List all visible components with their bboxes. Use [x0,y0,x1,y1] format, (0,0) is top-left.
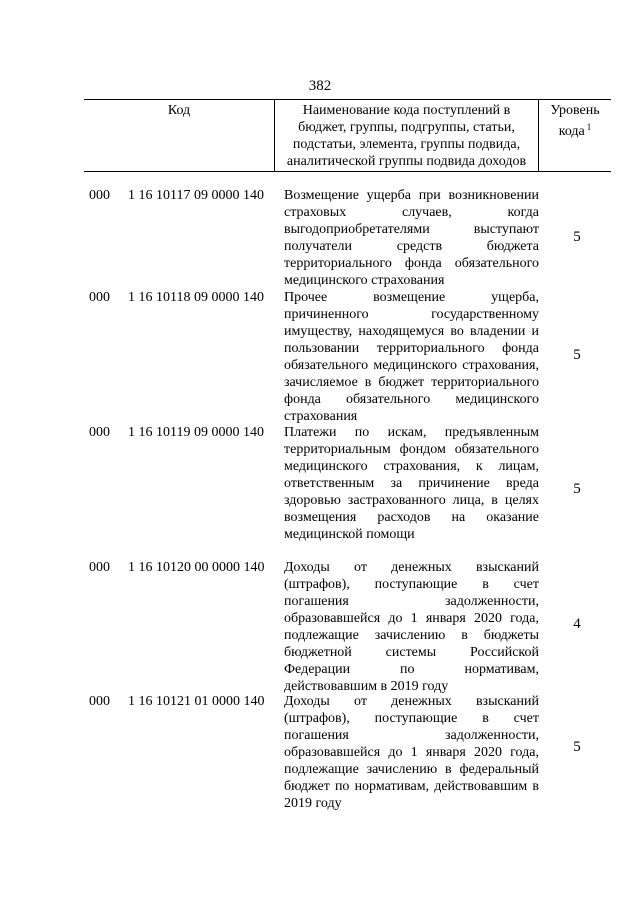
row-level: 5 [573,229,581,245]
row-description: Доходы от денежных взысканий (штрафов), поступающие в счет погашения задолженности, образовавшейся до 1 января 2020 года, подлежащие зачислению в бюджеты бюджетной системы Российской Федерации по нормативам, действовавшим в 2019 году [284,560,539,694]
header-level-sub [542,119,608,140]
row-prefix: 000 [89,425,110,440]
row-code: 1 16 10118 09 0000 140 [128,290,264,305]
row-description: Возмещение ущерба при возникновении страховых случаев, когда выгодоприобретателями выступают получатели средств бюджета территориального фонда обязательного медицинского страхования [284,188,539,288]
row-code: 1 16 10119 09 0000 140 [128,425,264,440]
row-code: 1 16 10120 00 0000 140 [128,560,265,575]
page-number: 382 [308,78,332,94]
row-code: 1 16 10121 01 0000 140 [128,694,265,709]
row-level: 5 [573,481,581,497]
header-level [539,100,612,172]
table-header [84,99,611,172]
row-description: Доходы от денежных взысканий (штрафов), поступающие в счет погашения задолженности, образовавшейся до 1 января 2020 года, подлежащие зачислению в федеральный бюджет по нормативам, действовавшим в 2019 году [284,694,539,811]
row-prefix: 000 [89,290,110,305]
row-prefix: 000 [89,694,110,709]
row-prefix: 000 [89,188,110,203]
footnote-marker: 1 [586,122,592,132]
row-code: 1 16 10117 09 0000 140 [128,188,264,203]
header-level-code-label: кода [558,124,585,139]
row-description: Прочее возмещение ущерба, причиненного государственному имуществу, находящемуся во владении и пользовании территориального фонда обязательного медицинского страхования, зачисляемое в бюджет территориального фонда обязательного медицинского страхования [284,290,539,424]
header-code: Код [84,100,275,172]
row-prefix: 000 [89,560,110,575]
row-level: 5 [573,347,581,363]
row-description: Платежи по искам, предъявленным территориальным фондом обязательного медицинского страхования, к лицам, ответственным за причинение вреда здоровью застрахованного лица, в целях возмещения расходов на оказание медицинской помощи [284,425,539,542]
row-level: 4 [573,616,581,632]
row-level: 5 [573,739,581,755]
header-level-label: Уровень [550,103,600,118]
header-name: Наименование кода поступлений в бюджет, группы, подгруппы, статьи, подстатьи, элемента, группы подвида, аналитической группы подвида доходов [275,100,539,172]
